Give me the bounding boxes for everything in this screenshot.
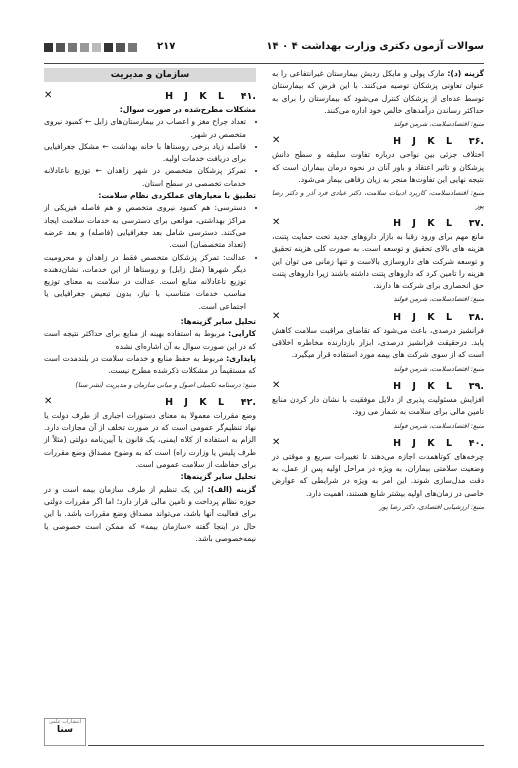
analysis-label: پایداری: <box>226 353 256 363</box>
list-item: • عدالت: تمرکز پزشکان متخصص فقط در زاهدان و محرومیت دیگر شهرها (مثل زابل) و روستاها از این خدمات، نشان‌دهنده توزیع ناعادلانه منابع است. عدالت در سلامت به معنای توزیع مناسب خدمات متناسب با نیاز، بدون تبعیض جغرافیایی یا اجتماعی است. <box>44 252 246 313</box>
cross-mark-icon: ✕ <box>272 216 281 228</box>
question-header-36 <box>272 135 484 149</box>
header-square <box>104 43 113 52</box>
source-line: منبع: اقتصادسلامت، شرمن فولند <box>393 120 484 129</box>
header-square <box>44 43 53 52</box>
question-38-answer: فرانشیز درصدی، باعث می‌شود که تقاضای مراقبت سلامت کاهش یابد. درحقیقت فرانشیز درصدی، ابزار بازدارنده مخاطره اخلاقی است که از سوی شرکت های بیمه مورد استفاده قرار میگیرد. <box>272 325 484 360</box>
question-number: ۳۹. <box>468 380 484 392</box>
cross-mark-icon: ✕ <box>44 90 53 101</box>
page-number: ۲۱۷ <box>157 41 176 52</box>
option-analysis <box>44 484 256 545</box>
answer-options: H J K L <box>165 396 228 408</box>
question-header-40 <box>272 437 484 451</box>
header-square <box>68 43 77 52</box>
question-header-38 <box>272 311 484 325</box>
question-number: ۴۱. <box>240 91 256 102</box>
header-square <box>116 43 125 52</box>
question-37-answer: مانع مهم برای ورود رقبا به بازار داروهای جدید تحت حمایت پتنت، هزینه های بالای تحقیق و توسعه است. به صورت کلی هزینه تحقیق و توسعه شرکت های داروسازی بالاست و تنها زمانی می توان این هزینه را تامین کرد که داروهای پتنت داشته باشند زیرا داروهای پتنت حق انحصاری برای شرکت ها دارند. <box>272 231 484 291</box>
list-item: • تعداد جراح مغز و اعصاب در بیمارستان‌های زابل ← کمبود نیروی متخصص در شهر. <box>44 116 246 141</box>
footer-divider <box>88 745 484 746</box>
subheading: مشکلات مطرح‌شده در صورت سوال: <box>119 105 256 114</box>
cross-mark-icon: ✕ <box>272 310 281 322</box>
list-item: • تمرکز پزشکان متخصص در شهر زاهدان ← توزیع ناعادلانه خدمات تخصصی در سطح استان. <box>44 165 246 190</box>
question-number: ۳۶. <box>468 136 484 148</box>
analysis-text: مربوط به استفاده بهینه از منابع برای حداکثر نتیجه است که در این صورت سوال به آن اشاره‌ای نشده <box>44 329 256 351</box>
answer-options: H J K L <box>393 380 456 392</box>
section-title: سازمان و مدیریت <box>44 68 256 82</box>
header-title: سوالات آزمون دکتری وزارت بهداشت ۴ ۰ ۱۴ <box>266 41 484 52</box>
answer-options: H J K L <box>393 217 456 229</box>
header-square <box>80 43 89 52</box>
source-line: منبع: ارزشیابی اقتصادی، دکتر رضا پور <box>379 503 484 512</box>
source-line: منبع: اقتصادسلامت، شرمن فولند <box>393 421 484 430</box>
left-column <box>44 86 256 545</box>
option-analysis <box>44 328 256 353</box>
question-header-39 <box>272 380 484 394</box>
analysis-text: این یک تنظیم از طرف سازمان بیمه است و در حوزه نظام پرداخت و تامین مالی قرار دارد؛ اما اگر مقررات دولتی برای فعالیت آنها باشد، می‌تواند مصداق وضع مقررات باشد. با این حال در اینجا گفته «سازمان بیمه» که ممکن است خصوصی یا نیمه‌خصوصی باشد. <box>44 484 256 543</box>
right-column <box>272 68 484 518</box>
question-header-37 <box>272 217 484 231</box>
question-header-41 <box>44 90 256 104</box>
cross-mark-icon: ✕ <box>44 395 53 407</box>
answer-options: H J K L <box>393 311 456 323</box>
option-analysis <box>44 353 256 378</box>
source-line: منبع: درسنامه تکمیلی اصول و مبانی سازمان و مدیریت (نشر سنا) <box>75 380 256 389</box>
answer-text: مارک پولی و مایکل ردیش بیمارستان غیرانتفاعی را به عنوان تعاونی پزشکان توصیه می‌کنند. با این فرض که بیمارستان توسط عده‌ای از پزشکان کنترل می‌شود که بیمارستان را برای به حداکثر رساندن درآمدهای خالص خود اداره می‌کنند. <box>272 69 484 115</box>
header-square <box>56 43 65 52</box>
criteria-list <box>44 202 256 313</box>
source-line: منبع: اقتصادسلامت، شرمن فولند <box>393 295 484 304</box>
check-mark-icon: ✕ <box>272 436 281 448</box>
list-item: • دسترسی: هم کمبود نیروی متخصص و هم فاصله فیزیکی از مراکز بهداشتی، موانعی برای دسترسی به خدمات سلامت ایجاد می‌کنند. دسترسی شامل بعد جغرافیایی (فاصله) و بعد عرضه (تعداد متخصصان) است. <box>44 202 246 251</box>
question-header-42 <box>44 396 256 410</box>
question-number: ۳۷. <box>468 217 484 229</box>
question-36-answer: اختلاف جزئی بین نواحی درباره تفاوت سلیقه و سطح دانش پزشکان و تاثیر اعتقاد و باور آنان در نحوه درمان بیماران است که نتیجه نهایی این تفاوت‌ها منجر به زیان رفاهی بیمار می‌شود. <box>272 150 484 185</box>
question-number: ۴۲. <box>240 396 256 408</box>
header-square <box>92 43 101 52</box>
answer-label: گزینه (د): <box>447 69 485 78</box>
answer-options: H J K L <box>393 437 456 449</box>
question-42-answer: وضع مقررات معمولا به معنای دستورات اجباری از طرف دولت یا نهاد تنظیم‌گر عمومی است که در صورت تخلف از آن مجازات دارد. الزام به استفاده از کلاه ایمنی، یک قانون یا آیین‌نامه دولتی (مثلاً از طرف پلیس یا وزارت راه) است که به وضوح مصداق وضع مقررات برای حفاظت از سلامت عمومی است. <box>44 410 256 470</box>
subheading: تحلیل سایر گزینه‌ها: <box>180 472 256 482</box>
question-40-answer: چرخه‌های کوتاهمدت اجازه می‌دهند تا تغییرات سریع و موقتی در وضعیت سلامتی بیماران، به ویژه در مراحل اولیه پس از عمل، به دقت مدل‌سازی شوند. این امر به ویژه در شرایطی که عوارض خاصی در زمان‌های اولیه بیشتر شایع هستند، اهمیت دارد. <box>272 451 484 498</box>
page-header <box>44 40 484 58</box>
analysis-label: کارایی: <box>228 329 256 339</box>
cross-mark-icon: ✕ <box>272 379 281 391</box>
analysis-label: گزینه (الف): <box>207 484 256 494</box>
subheading: تطبیق با معیارهای عملکردی نظام سلامت: <box>98 191 256 201</box>
list-item: • فاصله زیاد برخی روستاها با خانه بهداشت ← مشکل جغرافیایی برای دریافت خدمات اولیه. <box>44 141 246 166</box>
answer-35 <box>272 68 484 117</box>
source-line: منبع: اقتصادسلامت، شرمن فولند <box>393 364 484 373</box>
question-number: ۳۸. <box>468 311 484 323</box>
publisher-name: سنا <box>57 725 73 735</box>
cross-mark-icon: ✕ <box>272 135 281 147</box>
problem-list <box>44 116 256 190</box>
publisher-small-text: انتشارات علمی <box>48 719 82 725</box>
analysis-text: مربوط به حفظ منابع و خدمات سلامت در بلندمدت است که مستقیماً در مشکلات ذکرشده مطرح نیست. <box>44 353 256 376</box>
answer-options: H J K L <box>393 136 456 148</box>
question-number: ۴۰. <box>468 437 484 449</box>
header-divider <box>44 63 484 64</box>
publisher-logo <box>44 718 86 746</box>
header-square <box>128 43 137 52</box>
source-line: منبع: اقتصادسلامت، کاربرد ادبیات سلامت، دکتر عبادی فرد آذر و دکتر رضا پور <box>272 189 484 210</box>
subheading: تحلیل سایر گزینه‌ها: <box>180 317 256 327</box>
question-39-answer: افزایش مسئولیت پذیری از دلایل موفقیت با نشان دار کردن منابع تامین مالی برای سلامت به شمار می رود. <box>272 394 484 417</box>
answer-options: H J K L <box>165 91 228 102</box>
